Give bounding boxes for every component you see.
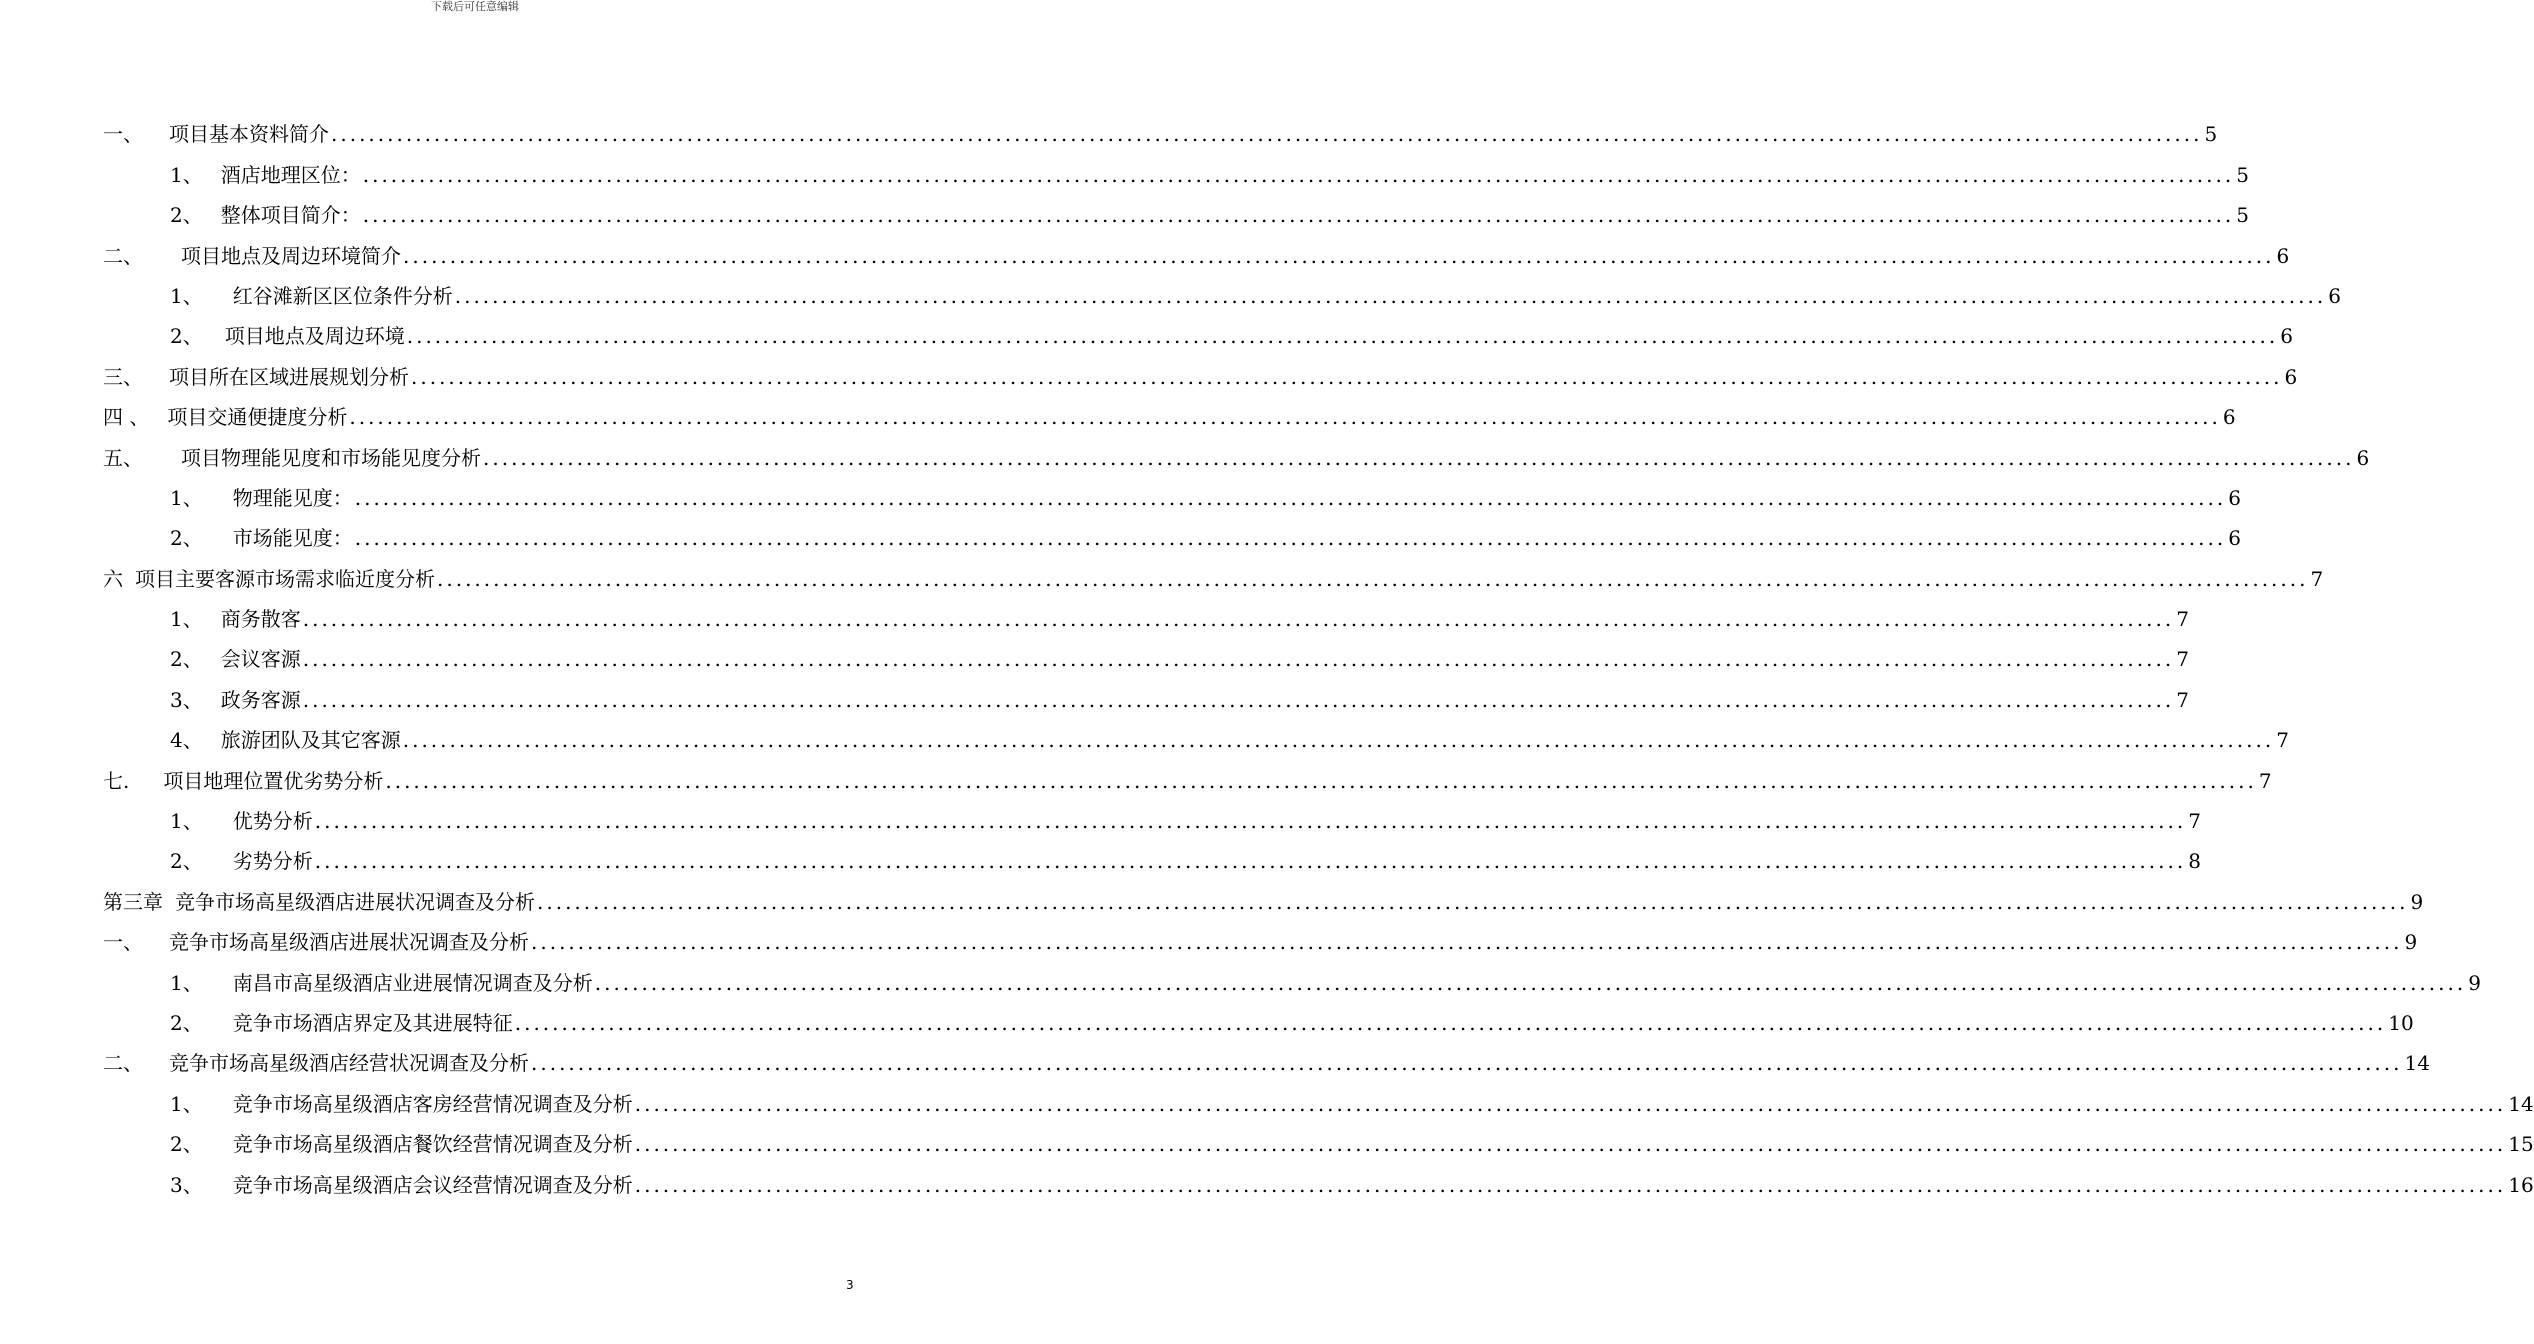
toc-entry-title: 政务客源 xyxy=(220,687,301,712)
toc-entry[interactable] xyxy=(103,430,2370,470)
toc-entry[interactable] xyxy=(103,915,2418,955)
toc-dot-leader: ........................................................................................................................................................................................................ xyxy=(634,1091,2507,1116)
toc-entry-title: 商务散客 xyxy=(220,607,301,632)
toc-dot-leader: ........................................................................................................................................................................................................ xyxy=(594,970,2467,995)
toc-dot-leader: ........................................................................................................................................................................................................ xyxy=(302,647,2175,672)
toc-entry-page: 7 xyxy=(2176,647,2189,672)
toc-dot-leader: ........................................................................................................................................................................................................ xyxy=(354,485,2227,510)
toc-entry-number: 2、 xyxy=(170,849,203,874)
toc-entry-page: 6 xyxy=(2228,526,2241,551)
toc-entry-title: 项目交通便捷度分析 xyxy=(167,405,348,430)
toc-entry-page: 8 xyxy=(2188,849,2201,874)
toc-entry-number: 2、 xyxy=(170,1132,203,1157)
table-of-contents xyxy=(103,107,2534,1198)
toc-entry-page: 7 xyxy=(2188,809,2201,834)
toc-entry-title: 南昌市高星级酒店业进展情况调查及分析 xyxy=(232,970,593,995)
toc-entry-number: 2、 xyxy=(170,203,203,228)
toc-entry-page: 7 xyxy=(2310,566,2324,591)
toc-entry-number: 二、 xyxy=(103,243,143,268)
toc-entry-page: 7 xyxy=(2258,768,2272,793)
toc-dot-leader: ........................................................................................................................................................................................................ xyxy=(514,1010,2387,1035)
toc-dot-leader: ........................................................................................................................................................................................................ xyxy=(634,1172,2507,1197)
toc-entry-number: 2、 xyxy=(170,1010,203,1035)
toc-entry-title: 项目地点及周边环境简介 xyxy=(181,243,401,268)
toc-dot-leader: ........................................................................................................................................................................................................ xyxy=(349,405,2221,430)
toc-entry-page: 6 xyxy=(2284,364,2298,389)
toc-entry-title: 竞争市场高星级酒店餐饮经营情况调查及分析 xyxy=(232,1132,633,1157)
toc-entry-title: 项目所在区域进展规划分析 xyxy=(169,364,409,389)
toc-dot-leader: ........................................................................................................................................................................................................ xyxy=(411,364,2283,389)
toc-entry-title: 酒店地理区位： xyxy=(220,162,361,187)
toc-entry[interactable] xyxy=(103,713,2289,753)
toc-entry[interactable] xyxy=(103,955,2481,995)
toc-entry-page: 5 xyxy=(2204,122,2218,147)
toc-entry-page: 9 xyxy=(2468,970,2481,995)
toc-dot-leader: ........................................................................................................................................................................................................ xyxy=(402,728,2275,753)
toc-entry-number: 第三章 xyxy=(103,889,163,914)
toc-entry-page: 14 xyxy=(2404,1051,2430,1076)
toc-entry[interactable] xyxy=(103,228,2290,268)
toc-entry-number: 四 、 xyxy=(103,405,150,430)
toc-entry-title: 项目基本资料简介 xyxy=(169,122,329,147)
toc-entry[interactable] xyxy=(103,309,2293,349)
toc-entry-page: 10 xyxy=(2388,1010,2414,1035)
toc-entry[interactable] xyxy=(103,632,2189,672)
toc-entry[interactable] xyxy=(103,1117,2534,1157)
toc-entry-page: 6 xyxy=(2280,324,2293,349)
toc-dot-leader: ........................................................................................................................................................................................................ xyxy=(331,122,2203,147)
toc-entry-page: 5 xyxy=(2236,203,2249,228)
toc-entry[interactable] xyxy=(103,147,2249,187)
toc-entry-title: 竞争市场高星级酒店进展状况调查及分析 xyxy=(175,889,535,914)
toc-entry-number: 一、 xyxy=(103,122,143,147)
toc-entry-number: 1、 xyxy=(170,970,203,995)
toc-entry-title: 项目地点及周边环境 xyxy=(224,324,405,349)
toc-entry[interactable] xyxy=(103,592,2189,632)
toc-entry-title: 项目地理位置优劣势分析 xyxy=(163,768,384,793)
toc-entry[interactable] xyxy=(103,349,2298,389)
toc-entry[interactable] xyxy=(103,188,2249,228)
toc-entry-page: 15 xyxy=(2508,1132,2534,1157)
toc-entry-number: 1、 xyxy=(170,283,203,308)
toc-entry-title: 物理能见度： xyxy=(232,485,353,510)
toc-entry-number: 1、 xyxy=(170,809,203,834)
toc-entry[interactable] xyxy=(103,1036,2430,1076)
toc-entry-page: 16 xyxy=(2508,1172,2534,1197)
toc-entry-number: 2、 xyxy=(170,324,203,349)
toc-entry-page: 9 xyxy=(2410,889,2424,914)
toc-entry-number: 六 xyxy=(103,566,123,591)
toc-entry-title: 整体项目简介： xyxy=(220,203,361,228)
toc-entry-title: 竞争市场高星级酒店经营状况调查及分析 xyxy=(169,1051,529,1076)
toc-entry-title: 红谷滩新区区位条件分析 xyxy=(232,283,453,308)
toc-entry-page: 7 xyxy=(2176,607,2189,632)
toc-entry-page: 9 xyxy=(2404,930,2418,955)
toc-entry-number: 五、 xyxy=(103,445,143,470)
toc-dot-leader: ........................................................................................................................................................................................................ xyxy=(531,930,2403,955)
toc-entry[interactable] xyxy=(103,390,2236,430)
toc-dot-leader: ........................................................................................................................................................................................................ xyxy=(531,1051,2403,1076)
toc-dot-leader: ........................................................................................................................................................................................................ xyxy=(537,889,2409,914)
toc-entry-page: 6 xyxy=(2276,243,2290,268)
toc-entry-title: 项目主要客源市场需求临近度分析 xyxy=(135,566,435,591)
toc-dot-leader: ........................................................................................................................................................................................................ xyxy=(314,809,2187,834)
toc-entry-number: 1、 xyxy=(170,1091,203,1116)
page-header: 下载后可任意编辑 xyxy=(431,0,519,13)
toc-entry[interactable] xyxy=(103,107,2218,147)
toc-entry-number: 1、 xyxy=(170,162,203,187)
toc-entry[interactable] xyxy=(103,1076,2534,1116)
toc-entry-number: 七. xyxy=(103,768,130,793)
toc-dot-leader: ........................................................................................................................................................................................................ xyxy=(354,526,2227,551)
toc-dot-leader: ........................................................................................................................................................................................................ xyxy=(314,849,2187,874)
toc-entry-page: 6 xyxy=(2328,283,2341,308)
toc-entry-number: 3、 xyxy=(170,1172,203,1197)
toc-dot-leader: ........................................................................................................................................................................................................ xyxy=(483,445,2355,470)
toc-dot-leader: ........................................................................................................................................................................................................ xyxy=(302,687,2175,712)
toc-entry-title: 会议客源 xyxy=(220,647,301,672)
toc-entry-page: 5 xyxy=(2236,162,2249,187)
toc-entry-title: 项目物理能见度和市场能见度分析 xyxy=(181,445,481,470)
toc-entry-title: 竞争市场高星级酒店客房经营情况调查及分析 xyxy=(232,1091,633,1116)
toc-entry[interactable] xyxy=(103,269,2341,309)
toc-entry[interactable] xyxy=(103,874,2424,914)
toc-entry-title: 竞争市场高星级酒店会议经营情况调查及分析 xyxy=(232,1172,633,1197)
toc-dot-leader: ........................................................................................................................................................................................................ xyxy=(302,607,2175,632)
toc-dot-leader: ........................................................................................................................................................................................................ xyxy=(385,768,2257,793)
toc-entry[interactable] xyxy=(103,794,2201,834)
toc-dot-leader: ........................................................................................................................................................................................................ xyxy=(403,243,2275,268)
toc-entry-number: 4、 xyxy=(170,728,203,753)
toc-entry[interactable] xyxy=(103,1157,2534,1197)
toc-entry-page: 6 xyxy=(2228,485,2241,510)
toc-entry-page: 6 xyxy=(2356,445,2370,470)
toc-dot-leader: ........................................................................................................................................................................................................ xyxy=(406,324,2279,349)
toc-entry[interactable] xyxy=(103,753,2272,793)
toc-entry[interactable] xyxy=(103,511,2241,551)
toc-entry[interactable] xyxy=(103,471,2241,511)
toc-entry-number: 三、 xyxy=(103,364,143,389)
toc-entry-number: 1、 xyxy=(170,607,203,632)
toc-entry-title: 竞争市场酒店界定及其进展特征 xyxy=(232,1010,513,1035)
toc-dot-leader: ........................................................................................................................................................................................................ xyxy=(454,283,2327,308)
toc-entry[interactable] xyxy=(103,834,2201,874)
toc-entry-title: 市场能见度： xyxy=(232,526,353,551)
toc-dot-leader: ........................................................................................................................................................................................................ xyxy=(362,162,2235,187)
toc-entry-page: 14 xyxy=(2508,1091,2534,1116)
toc-dot-leader: ........................................................................................................................................................................................................ xyxy=(362,203,2235,228)
toc-entry-page: 7 xyxy=(2276,728,2289,753)
toc-entry-number: 一、 xyxy=(103,930,143,955)
toc-entry-number: 二、 xyxy=(103,1051,143,1076)
toc-dot-leader: ........................................................................................................................................................................................................ xyxy=(437,566,2309,591)
toc-entry-number: 2、 xyxy=(170,647,203,672)
toc-entry-page: 6 xyxy=(2222,405,2236,430)
toc-entry[interactable] xyxy=(103,996,2414,1036)
toc-entry-title: 旅游团队及其它客源 xyxy=(220,728,401,753)
toc-entry[interactable] xyxy=(103,672,2189,712)
toc-entry-page: 7 xyxy=(2176,687,2189,712)
toc-dot-leader: ........................................................................................................................................................................................................ xyxy=(634,1132,2507,1157)
toc-entry-title: 竞争市场高星级酒店进展状况调查及分析 xyxy=(169,930,529,955)
toc-entry-number: 2、 xyxy=(170,526,203,551)
toc-entry-number: 3、 xyxy=(170,687,203,712)
toc-entry-number: 1、 xyxy=(170,485,203,510)
toc-entry-title: 劣势分析 xyxy=(232,849,313,874)
page-number: 3 xyxy=(846,1278,854,1292)
toc-entry[interactable] xyxy=(103,551,2324,591)
toc-entry-title: 优势分析 xyxy=(232,809,313,834)
